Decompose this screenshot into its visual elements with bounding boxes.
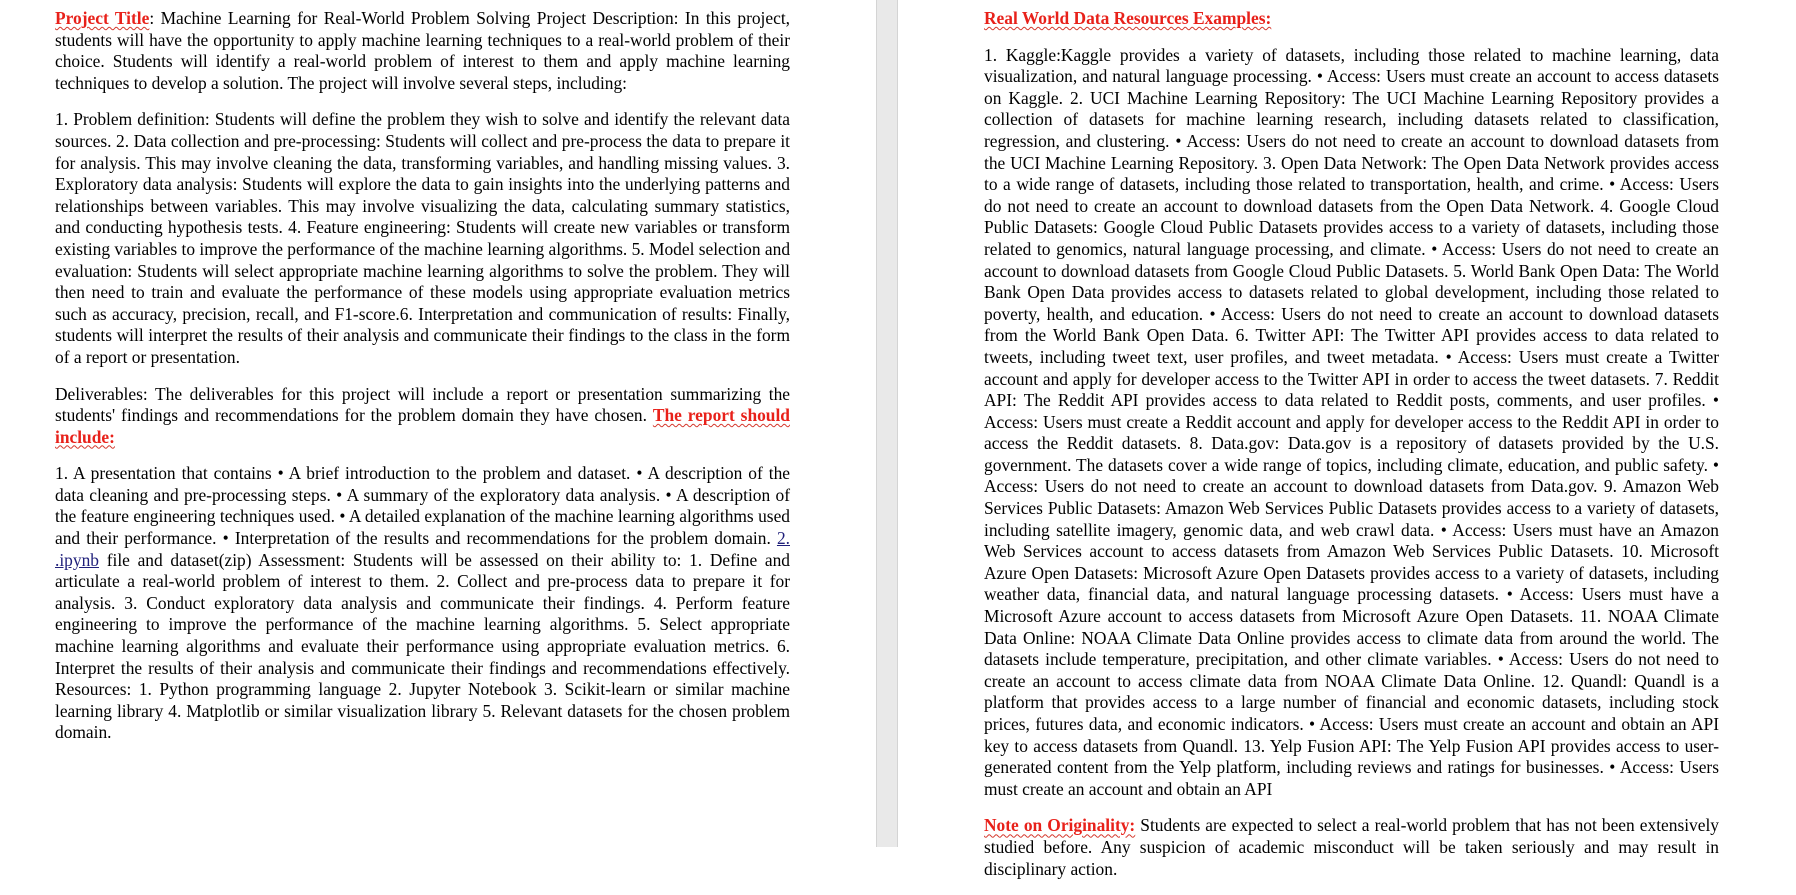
left-page-text[interactable] bbox=[55, 8, 790, 759]
resources-list-paragraph[interactable] bbox=[984, 45, 1719, 801]
project-steps-paragraph[interactable] bbox=[55, 109, 790, 368]
ipynb-link-text: 2. .ipynb bbox=[55, 528, 790, 570]
right-page-text[interactable] bbox=[984, 8, 1719, 895]
document-page-left[interactable] bbox=[0, 0, 876, 847]
project-intro-text: : Machine Learning for Real-World Problem Solving Project Description: In this project, students will have the opportunity to apply machine learning techniques to a real-world problem of their choice. Students will identify a real-world problem of interest to them and apply machine learning techniques to develop a solution. The project will involve several steps, including: bbox=[55, 8, 791, 93]
resources-list-text: 1. Kaggle:Kaggle provides a variety of datasets, including those related to machine learning, data visualization, and natural language processing. • Access: Users must create an account to access datasets on Kaggle. 2. UCI Machine Learning Repository: The UCI Machine Learning Repository provides a collection of datasets for machine learning research, including datasets related to classification, regression, and clustering. • Access: Users do not need to create an account to download datasets from the UCI Machine Learning Repository. 3. Open Data Network: The Open Data Network provides access to a wide range of datasets, including those related to transportation, health, and crime. • Access: Users do not need to create an account to download datasets from the Open Data Network. 4. Google Cloud Public Datasets: Google Cloud Public Datasets provides access to a variety of datasets, including those related to genomics, natural language processing, and climate. • Access: Users do not need to create an account to download datasets from Google Cloud Public Datasets. 5. World Bank Open Data: The World Bank Open Data provides access to datasets related to global development, including those related to poverty, health, and education. • Access: Users do not need to create an account to download datasets from the World Bank Open Data. 6. Twitter API: The Twitter API provides access to data related to tweets, including tweet text, user profiles, and tweet metadata. • Access: Users must create a Twitter account and apply for developer access to the Twitter API in order to access the tweet datasets. 7. Reddit API: The Reddit API provides access to data related to Reddit posts, comments, and user profiles. • Access: Users must create a Reddit account and apply for developer access to the Reddit API in order to access the Reddit datasets. 8. Data.gov: Data.gov is a repository of datasets provided by the U.S. government. The datasets cover a wide range of topics, including climate, education, and public safety. • Access: Users do not need to create an account to download datasets from Data.gov. 9. Amazon Web Services Public Datasets: Amazon Web Services Public Datasets provides access to a variety of datasets, including satellite imagery, genomic data, and web crawl data. • Access: Users must have an Amazon Web Services account to access datasets from Amazon Web Services Public Datasets. 10. Microsoft Azure Open Datasets: Microsoft Azure Open Datasets provides access to a variety of datasets, including weather data, financial data, and natural language processing datasets. • Access: Users must have a Microsoft Azure account to access datasets from Microsoft Azure Open Datasets. 11. NOAA Climate Data Online: NOAA Climate Data Online provides access to climate data from around the world. The datasets include temperature, precipitation, and other climate variables. • Access: Users do not need to create an account to access climate data from NOAA Climate Data Online. 12. Quandl: Quandl is a platform that provides access to a large number of financial and economic datasets, including stock prices, futures data, and economic indicators. • Access: Users must create an account and obtain an API key to access datasets from Quandl. 13. Yelp Fusion API: The Yelp Fusion API provides access to user-generated content from the Yelp platform, including reviews and ratings for businesses. • Access: Users must create an account and obtain an API bbox=[984, 44, 1719, 799]
page-separator bbox=[876, 0, 898, 847]
originality-text: Students are expected to select a real-world problem that has not been extensively studied before. Any suspicion of academic misconduct will be taken seriously and may result in disciplinary action. bbox=[984, 815, 1719, 879]
originality-label: Note on Originality: bbox=[984, 815, 1136, 836]
report-items-text: 1. A presentation that contains • A brief introduction to the problem and dataset. • A description of the data cleaning and pre-processing steps. • A summary of the exploratory data analysis. • A description of the feature engineering techniques used. • A detailed explanation of the machine learning algorithms used and their performance. • Interpretation of the results and recommendations for the problem domain. bbox=[55, 463, 790, 549]
assessment-resources-text: file and dataset(zip) Assessment: Students will be assessed on their ability to: 1. Define and articulate a real-world problem of interest to them. 2. Collect and pre-process data to prepare it for analysis. 3. Conduct exploratory data analysis and communicate their findings. 4. Perform feature engineering to improve the performance of the machine learning algorithms. 5. Select appropriate machine learning algorithms and evaluate their performance using appropriate evaluation metrics. 6. Interpret the results of their analysis and communicate their findings and recommendations effectively. Resources: 1. Python programming language 2. Jupyter Notebook 3. Scikit-learn or similar machine learning library 4. Matplotlib or similar visualization library 5. Relevant datasets for the chosen problem domain. bbox=[55, 549, 790, 743]
originality-paragraph[interactable] bbox=[984, 815, 1719, 880]
report-should-include-label: The report should include: bbox=[55, 405, 790, 447]
document-page-right[interactable] bbox=[898, 0, 1796, 879]
project-steps-text: 1. Problem definition: Students will define the problem they wish to solve and identify the relevant data sources. 2. Data collection and pre-processing: Students will collect and pre-process the data to prepare it for analysis. This may involve cleaning the data, transforming variables, and handling missing values. 3. Exploratory data analysis: Students will explore the data to gain insights into the underlying patterns and relationships between variables. This may involve visualizing the data, calculating summary statistics, and conducting hypothesis tests. 4. Feature engineering: Students will create new variables or transform existing variables to improve the performance of the machine learning algorithms. 5. Model selection and evaluation: Students will select appropriate machine learning algorithms to solve the problem. They will then need to train and evaluate the performance of these models using appropriate evaluation metrics such as accuracy, precision, recall, and F1-score.6. Interpretation and communication of results: Finally, students will interpret the results of their analysis and communicate their findings to the class in the form of a report or presentation. bbox=[55, 109, 791, 367]
project-title-paragraph[interactable] bbox=[55, 8, 790, 94]
report-items-paragraph[interactable] bbox=[55, 463, 790, 744]
resources-heading-paragraph[interactable] bbox=[984, 8, 1719, 30]
project-title-label: Project Title bbox=[55, 8, 150, 28]
deliverables-text: Deliverables: The deliverables for this project will include a report or presentation summarizing the students' findings and recommendations for the problem domain they have chosen. bbox=[55, 383, 790, 426]
resources-heading: Real World Data Resources Examples: bbox=[984, 8, 1272, 28]
deliverables-paragraph[interactable] bbox=[55, 384, 790, 449]
